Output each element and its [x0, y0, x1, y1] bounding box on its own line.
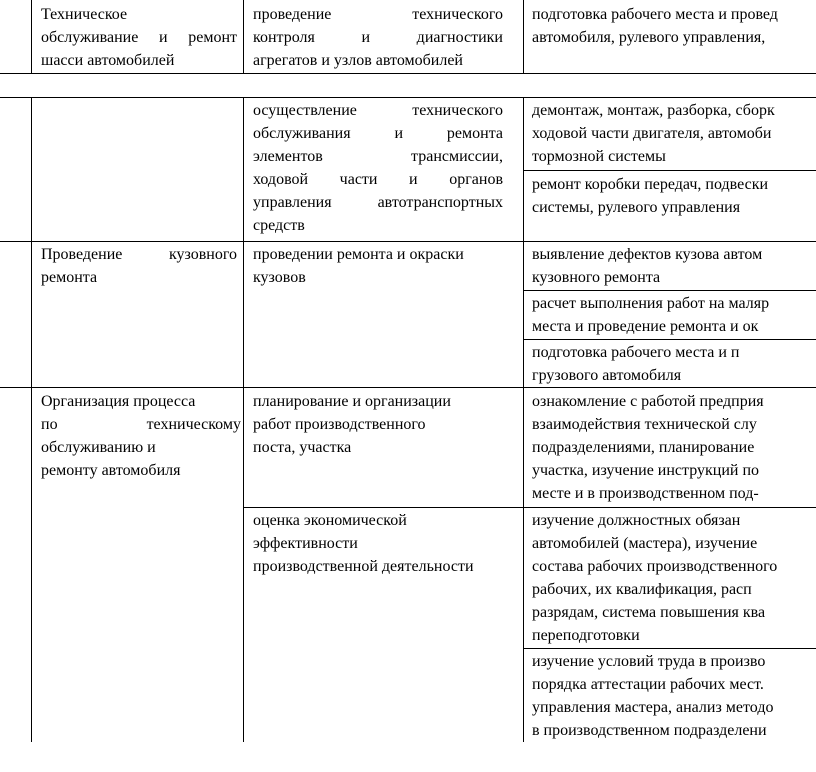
cell-line: средств [253, 217, 305, 234]
task-cell [532, 390, 816, 505]
row-divider [523, 648, 816, 649]
cell-line: автомобилей (мастера), изучение [532, 535, 758, 552]
cell-line: автомобиля, рулевого управления, [532, 29, 766, 46]
cell-line: по техническому [41, 416, 241, 433]
cell-line: оценка экономической [253, 512, 407, 529]
task-cell [532, 3, 816, 49]
column-divider [243, 97, 244, 742]
row-divider [0, 97, 816, 98]
module-cell [41, 3, 237, 72]
cell-line: ремонт коробки передач, подвески [532, 176, 769, 193]
cell-line: выявление дефектов кузова автом [532, 246, 763, 263]
cell-line: переподготовки [532, 627, 640, 644]
table-border-left [31, 97, 32, 742]
column-divider [243, 0, 244, 73]
cell-line: грузового автомобиля [532, 367, 682, 384]
activity-cell [253, 99, 503, 237]
cell-line: взаимодействия технической слу [532, 416, 757, 433]
cell-line: изучение должностных обязан [532, 512, 741, 529]
cell-line: подготовка рабочего места и провед [532, 6, 778, 23]
row-divider [523, 339, 816, 340]
cell-line: участка, изучение инструкций по [532, 462, 760, 479]
activity-cell [253, 243, 503, 289]
row-divider [0, 241, 816, 242]
cell-line: кузовного ремонта [532, 269, 661, 286]
cell-line: ремонту автомобиля [41, 462, 181, 479]
cell-line: поста, участка [253, 439, 352, 456]
activity-cell [253, 3, 503, 72]
row-divider [523, 170, 816, 171]
task-cell [532, 243, 816, 289]
task-cell [532, 650, 816, 742]
cell-line: Техническое [41, 6, 128, 23]
cell-line: порядка аттестации рабочих мест. [532, 676, 764, 693]
cell-line: ознакомление с работой предприя [532, 393, 764, 410]
cell-line: состава рабочих производственного [532, 558, 778, 575]
cell-line: ходовой части и органов [253, 171, 503, 188]
cell-line: разрядам, система повышения ква [532, 604, 766, 621]
cell-line: элементов трансмиссии, [253, 148, 503, 165]
row-divider [0, 387, 816, 388]
column-divider [523, 0, 524, 73]
cell-line: рабочих, их квалификация, расп [532, 581, 752, 598]
task-cell [532, 99, 816, 168]
cell-line: обслуживание и ремонт [41, 29, 237, 46]
row-divider [243, 507, 816, 508]
cell-line: обслуживания и ремонта [253, 125, 503, 142]
module-cell [41, 243, 237, 289]
cell-line: проведение технического [253, 6, 503, 23]
cell-line: кузовов [253, 269, 306, 286]
cell-line: подготовка рабочего места и п [532, 344, 740, 361]
column-divider [523, 97, 524, 742]
activity-cell [253, 390, 503, 459]
cell-line: ходовой части двигателя, автомоби [532, 125, 772, 142]
cell-line: тормозной системы [532, 148, 666, 165]
cell-line: места и проведение ремонта и ок [532, 318, 759, 335]
cell-line: осуществление технического [253, 102, 503, 119]
cell-line: контроля и диагностики [253, 29, 503, 46]
row-divider [523, 290, 816, 291]
cell-line: планирование и организации [253, 393, 451, 410]
cell-line: проведении ремонта и окраски [253, 246, 464, 263]
cell-line: в производственном подразделени [532, 722, 767, 739]
row-divider [0, 73, 816, 74]
cell-line: демонтаж, монтаж, разборка, сборк [532, 102, 775, 119]
cell-line: Проведение кузовного [41, 246, 237, 263]
cell-line: месте и в производственном под- [532, 485, 759, 502]
cell-line: управления мастера, анализ методо [532, 699, 774, 716]
cell-line: управления автотранспортных [253, 194, 503, 211]
task-cell [532, 509, 816, 647]
cell-line: эффективности [253, 535, 358, 552]
module-cell [41, 390, 241, 482]
cell-line: Организация процесса [41, 393, 196, 410]
activity-cell [253, 509, 515, 578]
cell-line: подразделениями, планирование [532, 439, 755, 456]
cell-line: обслуживанию и [41, 439, 156, 456]
cell-line: ремонта [41, 269, 98, 286]
task-cell [532, 341, 816, 387]
cell-line: шасси автомобилей [41, 52, 175, 69]
cell-line: агрегатов и узлов автомобилей [253, 52, 463, 69]
table-border-left [31, 0, 32, 73]
cell-line: производственной деятельности [253, 558, 474, 575]
task-cell [532, 292, 816, 338]
cell-line: системы, рулевого управления [532, 199, 741, 216]
task-cell [532, 173, 816, 219]
cell-line: расчет выполнения работ на маляр [532, 295, 770, 312]
cell-line: изучение условий труда в произво [532, 653, 766, 670]
cell-line: работ производственного [253, 416, 426, 433]
